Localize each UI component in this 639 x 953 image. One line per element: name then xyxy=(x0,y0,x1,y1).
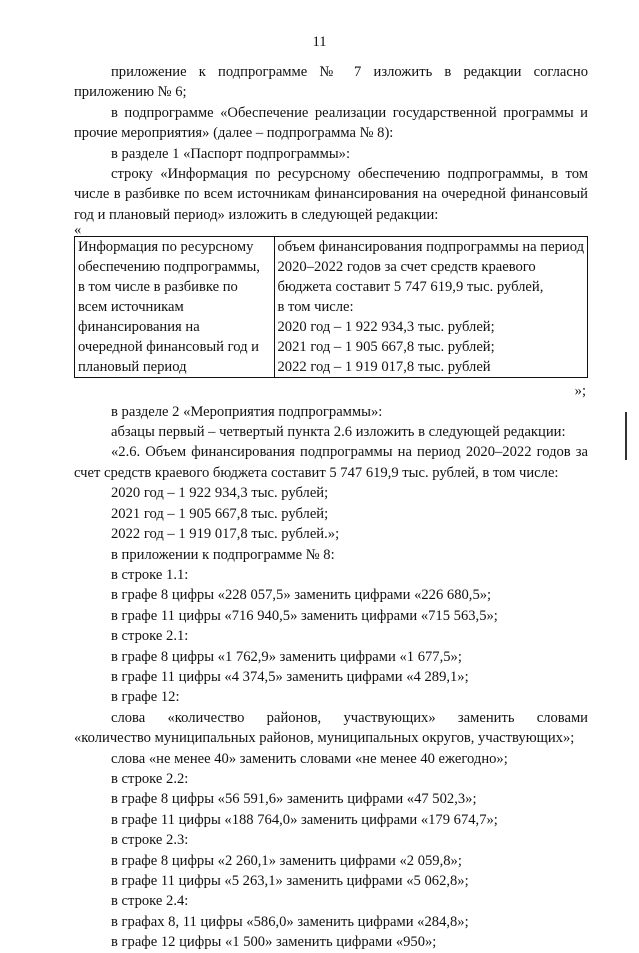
table-line: обеспечению подпрограммы, xyxy=(78,259,260,276)
paragraph-clauses: абзацы первый – четвертый пункта 2.6 изложить в следующей редакции: xyxy=(111,424,566,441)
passport-table xyxy=(74,236,588,378)
table-line: Информация по ресурсному xyxy=(78,239,254,256)
paragraph-row-2-2: в строке 2.2: xyxy=(111,770,189,787)
table-line: в том числе в разбивке по xyxy=(78,279,238,296)
table-line: 2022 год – 1 919 017,8 тыс. рублей xyxy=(277,359,491,376)
word: заменить xyxy=(457,709,515,726)
page-number: 11 xyxy=(312,34,327,50)
paragraph-appendix-7: приложение к подпрограмме № 7 изложить в редакции согласно приложению № 6; xyxy=(74,64,588,101)
paragraph-col-11-2-1: в графе 11 цифры «4 374,5» заменить цифрами «4 289,1»; xyxy=(111,668,469,685)
paragraph-section-2: в разделе 2 «Мероприятия подпрограммы»: xyxy=(111,403,383,420)
paragraph-words-replace-cont: «количество муниципальных районов, муниципальных округов, участвующих»; xyxy=(74,730,575,747)
paragraph-col-8-1-1: в графе 8 цифры «228 057,5» заменить цифрами «226 680,5»; xyxy=(111,587,492,604)
paragraph-2021: 2021 год – 1 905 667,8 тыс. рублей; xyxy=(111,505,329,522)
paragraph-2022: 2022 год – 1 919 017,8 тыс. рублей.»; xyxy=(111,526,340,543)
paragraph-subprogram-8: в подпрограмме «Обеспечение реализации государственной программы и прочие мероприятия» (далее – подпрограмма № 8): xyxy=(74,104,588,142)
paragraph-col-12-2-4: в графе 12 цифры «1 500» заменить цифрами «950»; xyxy=(111,934,437,951)
table-line: финансирования на xyxy=(78,319,200,336)
table-line: бюджета составит 5 747 619,9 тыс. рублей, xyxy=(277,279,544,296)
paragraph-section-1: в разделе 1 «Паспорт подпрограммы»: xyxy=(111,145,351,162)
table-line: в том числе: xyxy=(277,299,354,316)
word: районов, xyxy=(266,709,322,726)
paragraph-col-12: в графе 12: xyxy=(111,689,180,706)
paragraph-row-info: строку «Информация по ресурсному обеспечению подпрограммы, в том числе в разбивке по всем источникам финансирования на очередной финансовый год и плановый период» изложить в следующей редакции: xyxy=(74,166,588,223)
document-body xyxy=(74,62,588,953)
table-line: объем финансирования подпрограммы на период xyxy=(277,239,584,256)
paragraph-row-1-1: в строке 1.1: xyxy=(111,566,189,583)
paragraph-col-11-2-3: в графе 11 цифры «5 263,1» заменить цифрами «5 062,8»; xyxy=(111,873,469,889)
paragraph-col-11-1-1: в графе 11 цифры «716 940,5» заменить цифрами «715 563,5»; xyxy=(111,607,498,624)
paragraph-row-2-4: в строке 2.4: xyxy=(111,893,189,910)
paragraph-row-2-3: в строке 2.3: xyxy=(111,832,189,849)
paragraph-col-8-2-1: в графе 8 цифры «1 762,9» заменить цифрами «1 677,5»; xyxy=(111,648,462,665)
paragraph-row-2-1: в строке 2.1: xyxy=(111,628,189,645)
word: участвующих» xyxy=(343,709,436,726)
paragraph-2-6: «2.6. Объем финансирования подпрограммы на период 2020–2022 годов за счет средств краевого бюджета составит 5 747 619,9 тыс. рублей, в том числе: xyxy=(74,444,588,481)
opening-quote: « xyxy=(74,222,82,239)
paragraph-appendix-8: в приложении к подпрограмме № 8: xyxy=(111,546,335,563)
paragraph-not-less-40: слова «не менее 40» заменить словами «не менее 40 ежегодно»; xyxy=(111,750,508,767)
table-line: очередной финансовый год и xyxy=(78,339,259,356)
paragraph-col-8-2-2: в графе 8 цифры «56 591,6» заменить цифрами «47 502,3»; xyxy=(111,791,477,808)
scan-edge-mark xyxy=(625,412,627,460)
paragraph-2020: 2020 год – 1 922 934,3 тыс. рублей; xyxy=(111,485,329,502)
paragraph-words-replace xyxy=(111,708,588,728)
table-line: плановый период xyxy=(78,359,187,376)
paragraph-col-8-2-3: в графе 8 цифры «2 260,1» заменить цифрами «2 059,8»; xyxy=(111,852,462,869)
closing-quote: »; xyxy=(574,383,586,400)
table-cell-label xyxy=(75,237,275,378)
table-row xyxy=(75,237,588,378)
table-line: 2021 год – 1 905 667,8 тыс. рублей; xyxy=(277,339,495,356)
word: слова xyxy=(111,709,146,726)
paragraph-col-11-2-2: в графе 11 цифры «188 764,0» заменить цифрами «179 674,7»; xyxy=(111,811,498,828)
word: словами xyxy=(536,709,588,726)
table-line: 2020 год – 1 922 934,3 тыс. рублей; xyxy=(277,319,495,336)
paragraph-col-8-11-2-4: в графах 8, 11 цифры «586,0» заменить цифрами «284,8»; xyxy=(111,913,469,930)
table-line: 2020–2022 годов за счет средств краевого xyxy=(277,259,536,276)
table-cell-value xyxy=(274,237,588,378)
word: «количество xyxy=(167,709,245,726)
table-line: всем источникам xyxy=(78,299,184,316)
